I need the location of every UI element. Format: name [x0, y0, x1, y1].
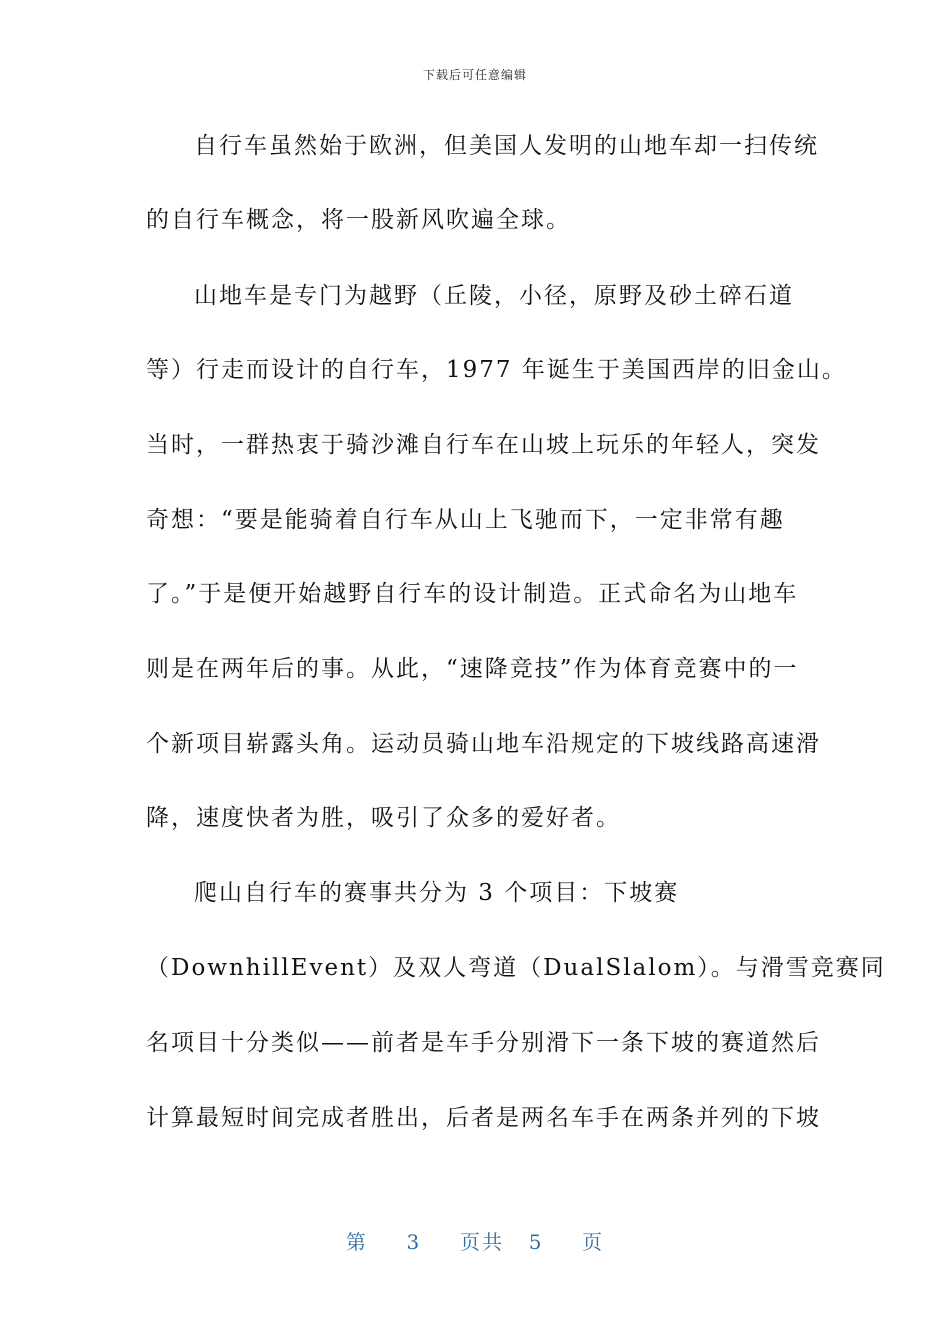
paragraph-2-line-8: 降，速度快者为胜，吸引了众多的爱好者。	[146, 805, 621, 831]
paragraph-2-line-2: 等）行走而设计的自行车，1977 年诞生于美国西岸的旧金山。	[146, 357, 847, 383]
paragraph-3-line-3: 名项目十分类似——前者是车手分别滑下一条下坡的赛道然后	[146, 1030, 821, 1056]
footer-label-of: 页共	[460, 1230, 504, 1254]
paragraph-2-line-6: 则是在两年后的事。从此，“速降竞技”作为体育竞赛中的一	[146, 656, 799, 682]
paragraph-3-line-4: 计算最短时间完成者胜出，后者是两名车手在两条并列的下坡	[146, 1105, 821, 1131]
paragraph-2-line-3: 当时，一群热衷于骑沙滩自行车在山坡上玩乐的年轻人，突发	[146, 432, 821, 458]
paragraph-3-line-2: （DownhillEvent）及双人弯道（DualSlalom）。与滑雪竞赛同	[146, 955, 886, 981]
page-footer	[0, 1226, 950, 1255]
paragraph-2-line-5: 了。”于是便开始越野自行车的设计制造。正式命名为山地车	[146, 581, 799, 607]
paragraph-2-line-1: 山地车是专门为越野（丘陵，小径，原野及砂土碎石道	[194, 283, 794, 309]
footer-current-page: 3	[406, 1230, 422, 1254]
footer-label-page: 第	[345, 1230, 368, 1254]
paragraph-1-line-1: 自行车虽然始于欧洲，但美国人发明的山地车却一扫传统	[194, 133, 819, 159]
paragraph-2-line-7: 个新项目崭露头角。运动员骑山地车沿规定的下坡线路高速滑	[146, 731, 821, 757]
footer-total-pages: 5	[528, 1230, 544, 1254]
paragraph-2-line-4: 奇想：“要是能骑着自行车从山上飞驰而下，一定非常有趣	[146, 507, 785, 533]
page-header: 下载后可任意编辑	[422, 68, 527, 82]
paragraph-1-line-2: 的自行车概念，将一股新风吹遍全球。	[146, 207, 571, 233]
footer-label-end: 页	[582, 1230, 605, 1254]
paragraph-3-line-1: 爬山自行车的赛事共分为 3 个项目：下坡赛	[194, 880, 680, 906]
